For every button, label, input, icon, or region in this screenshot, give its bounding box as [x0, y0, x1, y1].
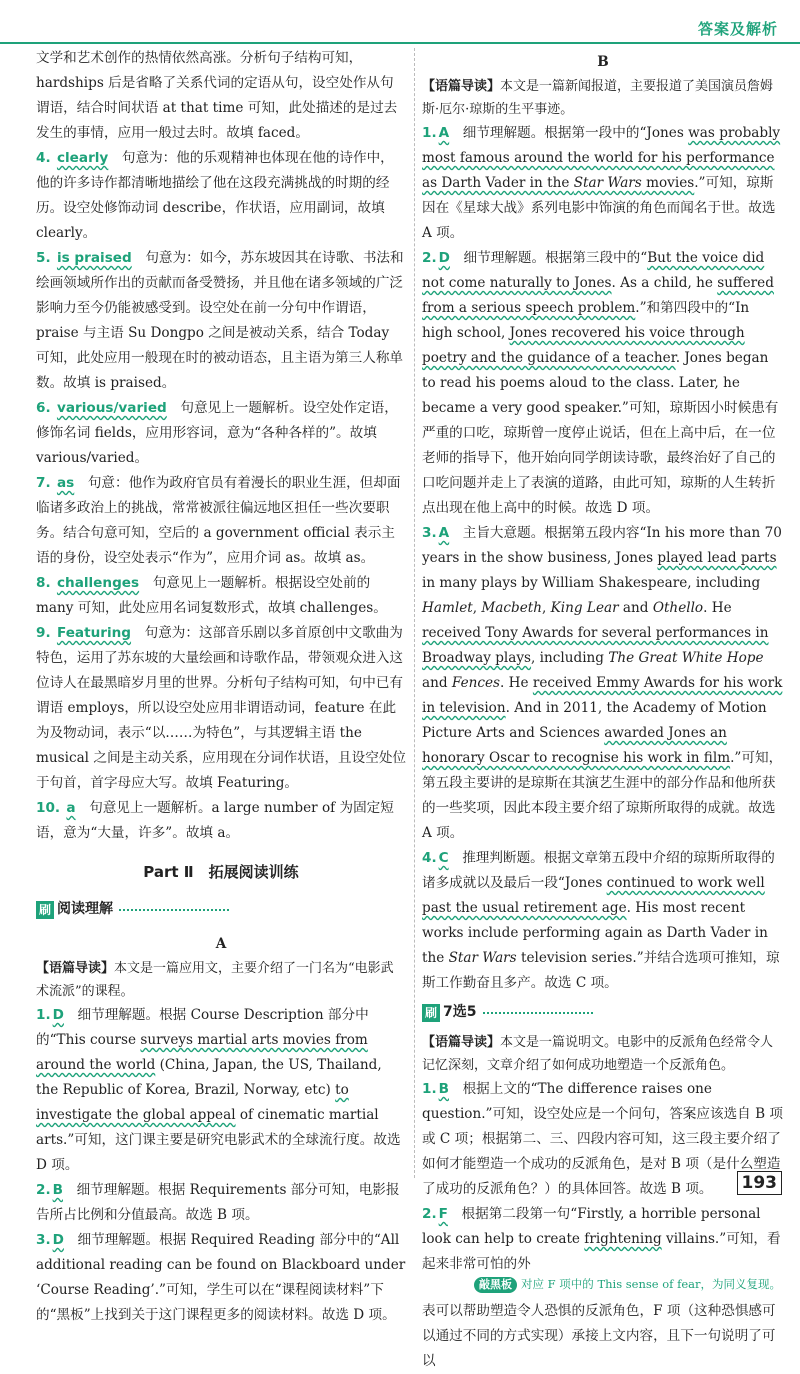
- item-number: 5.: [36, 250, 51, 266]
- text-segment: and: [618, 600, 653, 616]
- page-number: 193: [737, 1171, 783, 1195]
- reading-guide-b: [422, 75, 784, 121]
- text-segment: in many plays by William Shakespeare, including: [422, 575, 761, 591]
- answer-text: as: [56, 475, 75, 491]
- question-a2: [36, 1178, 406, 1228]
- item-number: 1.: [36, 1007, 51, 1023]
- question-7of5-2: [422, 1202, 784, 1277]
- intro-paragraph: 文学和艺术创作的热情依然高涨。分析句子结构可知，hardships 后是省略了关系代词的定语从句，设空处作从句谓语，结合时间状语 at that time 可知，此处描述的是过去发生的事情，应用一般过去时。故填 faced。: [36, 50, 398, 141]
- tag-label: 7选5: [443, 1004, 477, 1020]
- answer-letter: B: [438, 1081, 449, 1097]
- answer-letter: A: [438, 525, 450, 541]
- text-segment: .”可知，琼斯因在《星球大战》系列电影中饰演的角色而闻名于世。故选 A 项。: [422, 175, 776, 241]
- tip-badge: 敲黑板: [474, 1277, 517, 1293]
- text-segment: villains.”可知，看起来非常可怕的外: [422, 1231, 781, 1272]
- answer-item-4: [36, 146, 406, 246]
- answer-text: a: [66, 800, 76, 816]
- column-divider: [414, 48, 415, 1178]
- underlined-evidence: received Emmy Awards for his work in television: [422, 675, 783, 716]
- item-number: 3.: [422, 525, 437, 541]
- italic-title: Star Wars: [573, 175, 642, 191]
- italic-title: Macbeth: [481, 600, 542, 616]
- text-segment: . As a child, he: [611, 275, 718, 291]
- answer-letter: A: [438, 125, 450, 141]
- reading-guide-7of5: [422, 1031, 784, 1077]
- text-segment: ,: [541, 600, 551, 616]
- answer-text: is praised: [56, 250, 132, 266]
- section-letter-a: A: [215, 936, 227, 952]
- text-segment: . Jones began to read his poems aloud to the class. Later, he became a very good speaker.”可知，琼斯因小时候患有严重的口吃，琼斯曾一度停止说话，但在上高中后，在一位老师的指导下，他开始向同学朗读诗歌，最终治好了自己的口吃问题并走上了表演的道路，由此可知，琼斯的人生转折点出现在他上高中的时候。故选 D 项。: [422, 350, 779, 516]
- text-segment: 主旨大意题。根据第五段内容“In his more than 70 years in the show business, Jones: [422, 525, 782, 566]
- item-number: 4.: [36, 150, 51, 166]
- item-number: 1.: [422, 125, 437, 141]
- question-7of5-2-continued: 表可以帮助塑造令人恐惧的反派角色，F 项（这种恐惧感可以通过不同的方式实现）承接上文内容，且下一句说明了可以: [422, 1303, 776, 1369]
- answer-letter: D: [52, 1007, 64, 1023]
- item-number: 10.: [36, 800, 61, 816]
- answer-list: [36, 146, 406, 846]
- underlined-evidence: continued to work well past the usual retirement age: [422, 875, 765, 916]
- underlined-evidence: to investigate the global appeal: [36, 1082, 349, 1123]
- page-header: [0, 0, 800, 44]
- text-segment: (China, Japan, the US, Thailand, the Republic of Korea, Brazil, Norway, etc): [36, 1057, 382, 1098]
- guide-label: 【语篇导读】: [422, 79, 501, 94]
- section-tag-7of5: [422, 1000, 593, 1025]
- section-tag-reading: [36, 897, 229, 922]
- italic-title: King Lear: [550, 600, 619, 616]
- question-a3: [36, 1228, 406, 1328]
- underlined-evidence: played lead parts: [657, 550, 777, 566]
- question-b1: [422, 121, 784, 246]
- answer-letter: C: [438, 850, 449, 866]
- guide-text: 本文是一篇应用文，主要介绍了一门名为“电影武术流派”的课程。: [36, 961, 394, 999]
- text-segment: movies: [641, 175, 695, 191]
- answer-letter: B: [52, 1182, 63, 1198]
- italic-title: Fences: [451, 675, 501, 691]
- answer-letter: D: [438, 250, 450, 266]
- item-number: 8.: [36, 575, 51, 591]
- underlined-evidence: suffered from a serious speech problem: [422, 275, 774, 316]
- answer-item-8: [36, 571, 406, 621]
- text-segment: television series.”并结合选项可推知，琼斯工作勤奋且多产。故选 C 项。: [422, 950, 780, 991]
- guide-text: 本文是一篇新闻报道，主要报道了美国演员詹姆斯·厄尔·琼斯的生平事迹。: [422, 79, 774, 117]
- text-segment: .”和第四段中的“In high school,: [422, 300, 750, 341]
- header-rule: [0, 42, 800, 44]
- answer-text: Featuring: [56, 625, 132, 641]
- answer-text: clearly: [56, 150, 109, 166]
- italic-title: Othello: [652, 600, 704, 616]
- tip-note: [474, 1277, 784, 1293]
- header-title: 答案及解析: [697, 20, 778, 38]
- item-number: 2.: [422, 250, 437, 266]
- explanation: 根据上文的“The difference raises one question.”可知，设空处应是一个问句，答案应该选自 B 项或 C 项；根据第二、三、四段内容可知，这三段主要介绍了如何才能塑造一个成功的反派角色，是对 B 项（是什么塑造了成功的反派角色？）的具体回答。故选 B 项。: [422, 1081, 784, 1197]
- guide-label: 【语篇导读】: [422, 1035, 501, 1050]
- text-segment: .”可知，第五段主要讲的是琼斯在其演艺生涯中的部分作品和他所获的一些奖项，因此本段主要介绍了琼斯所取得的成就。故选 A 项。: [422, 750, 783, 841]
- explanation: 句意为：如今，苏东坡因其在诗歌、书法和绘画领域所作出的贡献而备受赞扬，并且他在诸多领域的广泛影响力至今仍能被感受到。设空处在前一分句中作谓语，praise 与主语 Su Dongpo 之间是被动关系，结合 Today 可知，此处应用一般现在时的被动语态，且主语为第三人称单数。故填 is praised。: [36, 250, 404, 391]
- item-number: 2.: [422, 1206, 437, 1222]
- text-segment: 根据第二段第一句“Firstly, a horrible personal look can help to create: [422, 1206, 761, 1247]
- underlined-evidence: received Tony Awards for several performances in Broadway plays: [422, 625, 769, 666]
- question-b3: [422, 521, 784, 846]
- tag-badge: 刷: [422, 1004, 440, 1022]
- tag-label: 阅读理解: [57, 901, 114, 917]
- tip-text: 对应 F 项中的 This sense of fear，为同义复现。: [521, 1277, 781, 1291]
- underlined-evidence: But the voice did not come naturally to Jones: [422, 250, 765, 291]
- text-segment: . He: [703, 600, 732, 616]
- italic-title: Star Wars: [448, 950, 517, 966]
- item-number: 2.: [36, 1182, 51, 1198]
- explanation: 句意为：他的乐观精神也体现在他的诗作中，他的许多诗作都清晰地描绘了他在这段充满挑战的时期的经历。设空处修饰动词 describe，作状语，应用副词，故填 clearly。: [36, 150, 394, 241]
- tag-dotted-rule: [119, 909, 229, 911]
- text-segment: 细节理解题。根据第一段中的“Jones: [462, 125, 689, 141]
- item-number: 4.: [422, 850, 437, 866]
- question-7of5-1: [422, 1077, 784, 1202]
- item-number: 6.: [36, 400, 51, 416]
- text-segment: . His most recent works include performing again as Darth Vader in the: [422, 900, 768, 966]
- explanation: 句意见上一题解析。设空处作定语，修饰名词 fields，应用形容词，意为“各种各样的”。故填 various/varied。: [36, 400, 398, 466]
- underlined-evidence: awarded Jones an honorary Oscar to recognise his work in film: [422, 725, 731, 766]
- question-b2: [422, 246, 784, 521]
- answer-item-9: [36, 621, 406, 796]
- text-segment: and: [422, 675, 452, 691]
- answer-item-10: [36, 796, 406, 846]
- answer-text: various/varied: [56, 400, 167, 416]
- tag-dotted-rule: [483, 1012, 593, 1014]
- underlined-evidence: frightening: [584, 1231, 662, 1247]
- explanation: 细节理解题。根据 Required Reading 部分中的“All additional reading can be found on Blackboard under ‘Course Reading’.”可知，学生可以在“课程阅读材料”下的“黑板”上找到关于这门课程更多的阅读材料。故选 D 项。: [36, 1232, 406, 1323]
- answer-letter: F: [438, 1206, 448, 1222]
- guide-label: 【语篇导读】: [36, 961, 115, 976]
- text-segment: . And in 2011, the Academy of Motion Picture Arts and Sciences: [422, 700, 767, 741]
- explanation: 细节理解题。根据 Requirements 部分可知，电影报告所占比例和分值最高。故选 B 项。: [36, 1182, 400, 1223]
- underlined-evidence: Jones recovered his voice through poetry and the guidance of a teacher: [422, 325, 745, 366]
- explanation: 句意见上一题解析。根据设空处前的 many 可知，此处应用名词复数形式，故填 challenges。: [36, 575, 387, 616]
- part-title: Part Ⅱ 拓展阅读训练: [143, 863, 299, 881]
- item-number: 1.: [422, 1081, 437, 1097]
- text-segment: was probably most famous around the world for his performance as Darth Vader in the: [422, 125, 781, 191]
- underlined-evidence: surveys martial arts movies from around the world: [36, 1032, 368, 1073]
- item-number: 7.: [36, 475, 51, 491]
- question-a1: [36, 1003, 406, 1178]
- answer-letter: D: [52, 1232, 64, 1248]
- text-segment: ,: [472, 600, 482, 616]
- text-segment: 推理判断题。根据文章第五段中介绍的琼斯所取得的诸多成就以及最后一段“Jones: [422, 850, 775, 891]
- explanation: 句意为：这部音乐剧以多首原创中文歌曲为特色，运用了苏东坡的大量绘画和诗歌作品，带领观众进入这位诗人在最黑暗岁月里的世界。分析句子结构可知，句中已有谓语 employs，所以设空处应用非谓语动词，feature 在此为及物动词，表示“以……为特色”，与其逻辑主语 the musical 之间是主动关系，应用现在分词作状语，且设空处位于句首，首字母应大写。故填 Featuring。: [36, 625, 407, 791]
- answer-item-6: [36, 396, 406, 471]
- italic-title: The Great White Hope: [608, 650, 764, 666]
- text-segment: of cinematic martial arts.”可知，这门课主要是研究电影武术的全球流行度。故选 D 项。: [36, 1107, 401, 1173]
- explanation: 句意：他作为政府官员有着漫长的职业生涯，但却面临诸多政治上的挑战，常常被派往偏远地区担任一些次要职务。结合句意可知，空后的 a government official 表示主语的身份，设空处表示“作为”，应用介词 as。故填 as。: [36, 475, 401, 566]
- guide-text: 本文是一篇说明文。电影中的反派角色经常令人记忆深刻，文章介绍了如何成功地塑造一个反派角色。: [422, 1035, 774, 1073]
- text-segment: , including: [531, 650, 609, 666]
- left-column: [36, 46, 406, 1328]
- answer-item-5: [36, 246, 406, 396]
- italic-title: Hamlet: [422, 600, 473, 616]
- answer-text: challenges: [56, 575, 140, 591]
- question-b4: [422, 846, 784, 996]
- text-segment: . He: [500, 675, 533, 691]
- text-segment: 细节理解题。根据 Course Description 部分中的“This course: [36, 1007, 369, 1048]
- answer-item-7: [36, 471, 406, 571]
- item-number: 3.: [36, 1232, 51, 1248]
- right-column: [422, 46, 784, 1374]
- explanation: 句意见上一题解析。a large number of 为固定短语，意为“大量，许多”。故填 a。: [36, 800, 394, 841]
- reading-guide-a: [36, 957, 406, 1003]
- tag-badge: 刷: [36, 901, 54, 919]
- text-segment: 细节理解题。根据第三段中的“: [463, 250, 648, 266]
- section-letter-b: B: [597, 54, 609, 70]
- item-number: 9.: [36, 625, 51, 641]
